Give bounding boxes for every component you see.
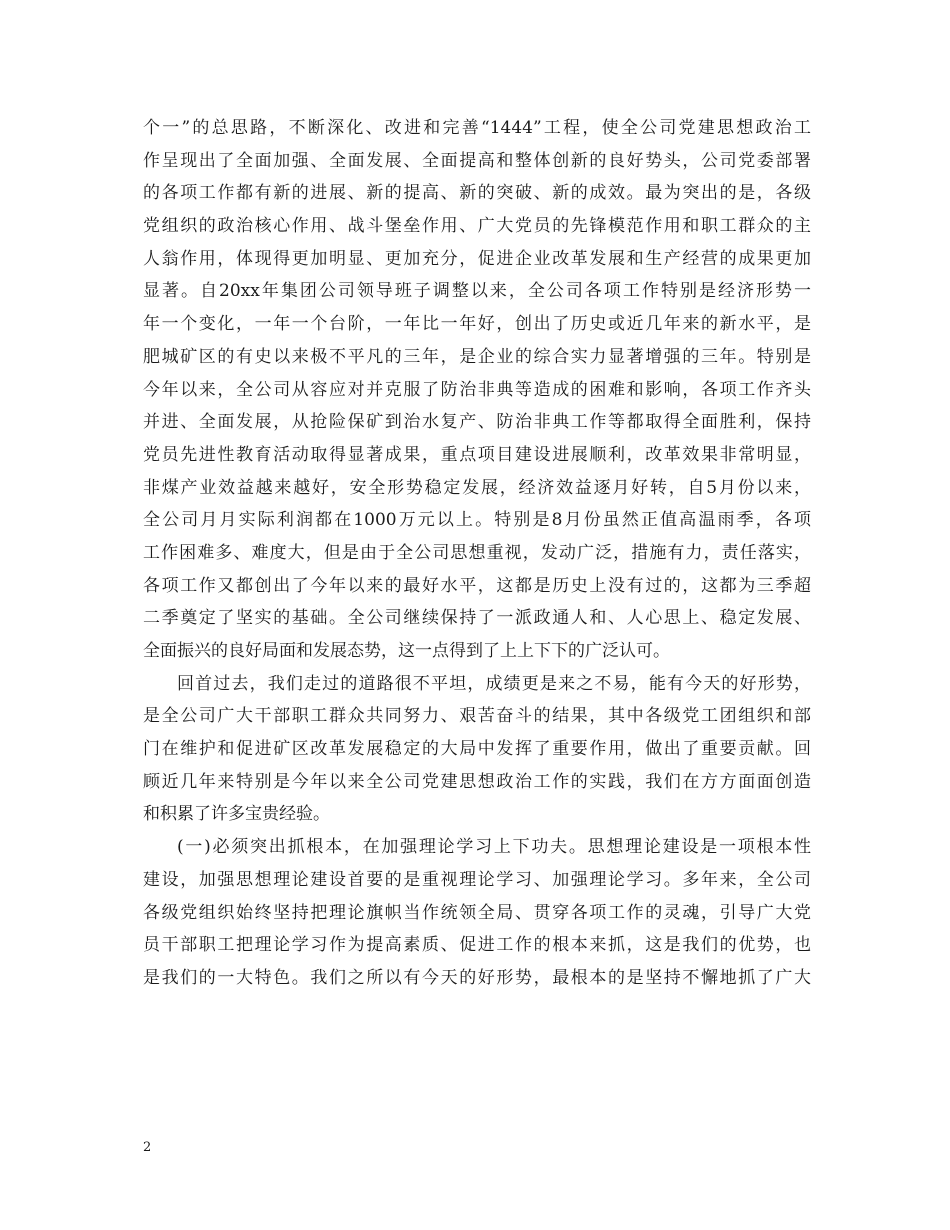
text-line: 建设，加强思想理论建设首要的是重视理论学习、加强理论学习。多年来，全公司 xyxy=(143,869,811,890)
text-line: 各级党组织始终坚持把理论旗帜当作统领全局、贯穿各项工作的灵魂，引导广大党 xyxy=(143,902,811,923)
text-line: 全公司月月实际利润都在1000万元以上。特别是8月份虽然正值高温雨季，各项 xyxy=(143,510,811,531)
body-text xyxy=(143,112,811,995)
text-line: 回首过去，我们走过的道路很不平坦，成绩更是来之不易，能有今天的好形势， xyxy=(177,673,811,694)
text-line: 工作困难多、难度大，但是由于全公司思想重视，发动广泛，措施有力，责任落实， xyxy=(143,542,811,563)
text-line: 党员先进性教育活动取得显著成果，重点项目建设进展顺利，改革效果非常明显， xyxy=(143,444,811,465)
text-line: 是我们的一大特色。我们之所以有今天的好形势，最根本的是坚持不懈地抓了广大 xyxy=(143,967,811,988)
text-line: 是全公司广大干部职工群众共同努力、艰苦奋斗的结果，其中各级党工团组织和部 xyxy=(143,706,811,727)
page-number: 2 xyxy=(143,1140,152,1155)
text-line: 的各项工作都有新的进展、新的提高、新的突破、新的成效。最为突出的是，各级 xyxy=(143,183,811,204)
text-line: 人翁作用，体现得更加明显、更加充分，促进企业改革发展和生产经营的成果更加 xyxy=(143,248,811,269)
text-line: 二季奠定了坚实的基础。全公司继续保持了一派政通人和、人心思上、稳定发展、 xyxy=(143,608,811,629)
text-line: 和积累了许多宝贵经验。 xyxy=(143,804,330,825)
text-line: 显著。自20xx年集团公司领导班子调整以来，全公司各项工作特别是经济形势一 xyxy=(143,281,811,302)
text-line: (一)必须突出抓根本，在加强理论学习上下功夫。思想理论建设是一项根本性 xyxy=(177,837,811,858)
text-line: 顾近几年来特别是今年以来全公司党建思想政治工作的实践，我们在方方面面创造 xyxy=(143,771,811,792)
text-line: 年一个变化，一年一个台阶，一年比一年好，创出了历史或近几年来的新水平，是 xyxy=(143,314,811,335)
text-line: 肥城矿区的有史以来极不平凡的三年，是企业的综合实力显著增强的三年。特别是 xyxy=(143,346,811,367)
text-line: 个一”的总思路，不断深化、改进和完善“1444”工程，使全公司党建思想政治工 xyxy=(143,118,811,138)
text-line: 并进、全面发展，从抢险保矿到治水复产、防治非典工作等都取得全面胜利，保持 xyxy=(143,412,811,433)
text-line: 门在维护和促进矿区改革发展稳定的大局中发挥了重要作用，做出了重要贡献。回 xyxy=(143,739,811,760)
text-line: 各项工作又都创出了今年以来的最好水平，这都是历史上没有过的，这都为三季超 xyxy=(143,575,811,596)
text-line: 全面振兴的良好局面和发展态势，这一点得到了上上下下的广泛认可。 xyxy=(143,641,670,661)
text-line: 今年以来，全公司从容应对并克服了防治非典等造成的困难和影响，各项工作齐头 xyxy=(143,379,811,400)
text-line: 党组织的政治核心作用、战斗堡垒作用、广大党员的先锋模范作用和职工群众的主 xyxy=(143,216,811,237)
text-line: 作呈现出了全面加强、全面发展、全面提高和整体创新的良好势头，公司党委部署 xyxy=(143,150,811,171)
text-line: 员干部职工把理论学习作为提高素质、促进工作的根本来抓，这是我们的优势，也 xyxy=(143,935,811,956)
text-line: 非煤产业效益越来越好，安全形势稳定发展，经济效益逐月好转，自5月份以来， xyxy=(143,477,811,498)
